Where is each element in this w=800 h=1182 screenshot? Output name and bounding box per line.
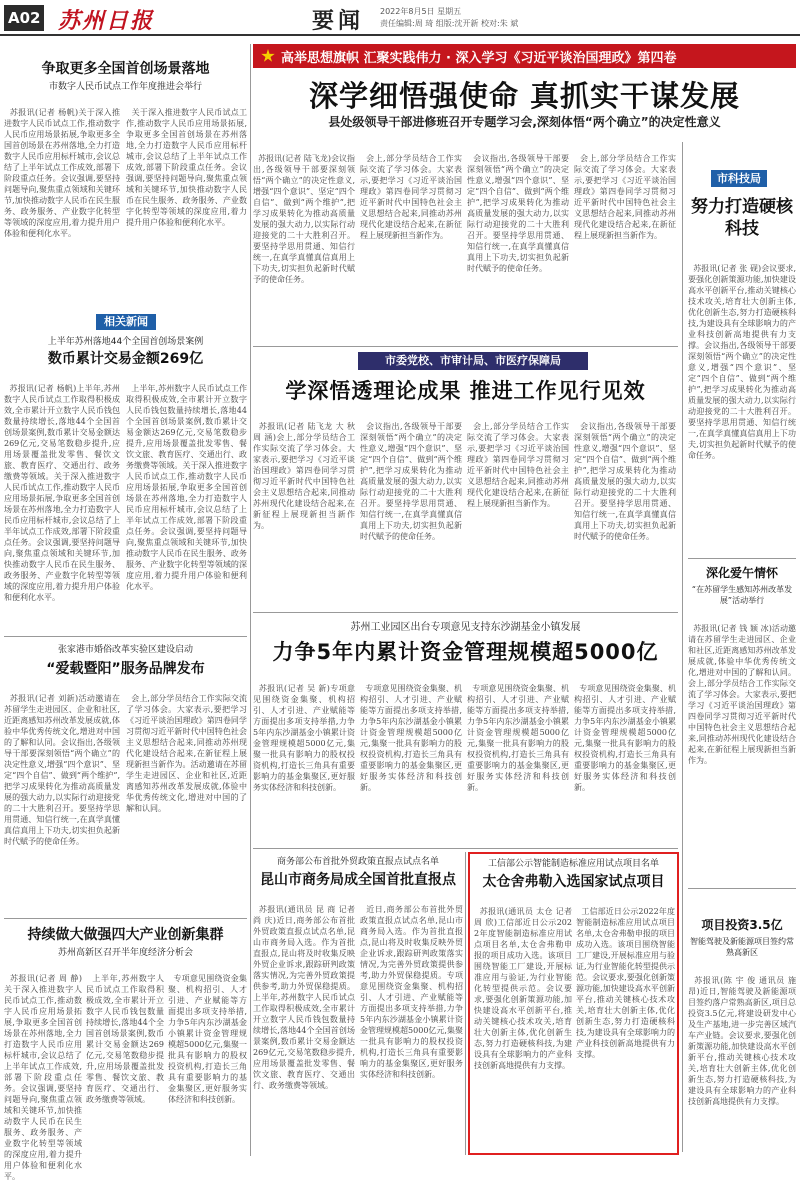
left-mid-text-1: 上半年,苏州数字人民币试点工作取得积极成效,全市累计开立数字人民币钱包数量持续增长,落地44个全国首创场景案例,数币累计交易金额达269亿元,交易笔数稳步提升,应用场景覆盖批发零售、餐饮文旅、教育医疗、交通出行、政务缴费等领域。 — [4, 384, 120, 481]
left-top-subtitle: 市数字人民币试点工作年度推进会举行 — [48, 82, 202, 92]
commerce-text-2: 近日,商务部公布首批外贸政策直报点试点名单,昆山市商务局入选。作为首批直报点,昆山将及时收集反映外贸企业诉求,跟踪研判政策落实情况,为完善外贸政策提供参考,助力外贸保稳提质。 — [360, 905, 463, 980]
lead-body-text-2: 会上,部分学员结合工作实际交流了学习体会。大家表示,要把学习《习近平谈治国理政》第四卷同学习贯彻习近平新时代中国特色社会主义思想结合起来,同推动苏州现代化建设结合起来,在新征程上展现新担当新作为。 — [360, 154, 463, 240]
right-mid-title-wrap — [688, 564, 796, 582]
mid-text-2: 会议指出,各级领导干部要深刻领悟“两个确立”的决定性意义,增强“四个意识”、坚定“四个自信”、做到“两个维护”,把学习成果转化为推动高质量发展的强大动力,以实际行动迎接党的二十大胜利召开。要坚持学思用贯通、知信行统一,在真学真懂真信真用上下功夫,切实担负起新时代赋予的使命任务。 — [360, 422, 463, 541]
commerce-kicker: 商务部公布首批外贸政策直报点试点名单 — [276, 857, 439, 867]
right-bottom-subtitle-wrap — [688, 936, 796, 960]
right-mid-text: 活动邀请在苏留学生走进园区、企业和社区,近距离感知苏州改革发展成就,体验中华优秀传统文化,增进对中国的了解和认同。 — [688, 624, 797, 677]
mid-section-title: 学深悟透理论成果 推进工作见行见效 — [285, 379, 646, 403]
left-mid-text-1b: 关于深入推进数字人民币试点工作,推动数字人民币应用场景拓展,争取更多全国首创场景在苏州落地,全力打造数字人民币应用标杆城市,会议总结了上半年试点工作成效,部署下阶段重点任务。会议强调,要坚持问题导向,聚焦重点领域和关键环节,加快推动数字人民币在民生服务、政务服务、产业数字化转型等领域的深度应用,着力提升用户体验和便利化水平。 — [4, 472, 121, 602]
issue-date: 2022年8月5日 星期五 — [380, 7, 462, 16]
right-top-text: 会议要求,要强化创新策源功能,加快建设高水平创新平台,推动关键核心技术攻关,培育壮大创新主体,优化创新生态,努力打造硬核科技,为建设具有全球影响力的产业科技创新高地提供有力支撑。 — [688, 264, 797, 350]
right-bottom-body — [688, 964, 799, 1154]
fund-title-wrap — [253, 636, 678, 666]
left-bottom-title: 持续做大做强四大产业创新集群 — [27, 927, 224, 943]
right-mid-title: 深化爱午情怀 — [705, 566, 778, 580]
left-bottom-subtitle-wrap — [4, 945, 247, 959]
right-mid-body — [688, 612, 796, 882]
commerce-kicker-wrap — [253, 854, 463, 868]
left-mid-title-wrap — [4, 348, 247, 368]
left-top-subtitle-wrap — [4, 79, 247, 93]
left-mid-title: 数币累计交易金额269亿 — [47, 351, 204, 367]
mid-body-2 — [360, 410, 462, 610]
banner-text: 高举思想旗帜 汇聚实践伟力 · 深入学习《习近平谈治国理政》第四卷 — [281, 50, 677, 66]
left-top-body-1 — [4, 96, 120, 308]
fund-title: 力争5年内累计资金管理规模超5000亿 — [272, 640, 659, 664]
lead-subtitle-wrap — [253, 113, 796, 131]
masthead — [0, 0, 800, 36]
right-top-body — [688, 252, 796, 552]
right-bottom-title-wrap — [688, 916, 796, 934]
right-mid-text-2: 会上,部分学员结合工作实际交流了学习体会。大家表示,要把学习《习近平谈治国理政》第四卷同学习贯彻习近平新时代中国特色社会主义思想结合起来,同推动苏州现代化建设结合起来,在新征程上展现新担当新作为。 — [688, 679, 796, 765]
right-top-title: 努力打造硬核科技 — [691, 197, 793, 239]
right-bottom-byline: 苏报讯(陈 宇 俊 通讯员 施 昂) — [688, 976, 799, 996]
section-divider — [688, 558, 796, 559]
left-mid-kicker-wrap — [4, 334, 247, 348]
fund-body-4 — [574, 672, 676, 842]
left-bottom-body-3 — [168, 962, 247, 1156]
taicang-text-2b: 会议要求,要强化创新策源功能,加快建设高水平创新平台,推动关键核心技术攻关,培育壮大创新主体,优化创新生态,努力打造硬核科技,为建设具有全球影响力的产业科技创新高地提供有力支撑。 — [576, 973, 675, 1059]
issue-editors: 责任编辑:周 琦 组版:沈开新 校对:朱 斌 — [380, 19, 519, 28]
right-top-text-2: 会议指出,各级领导干部要深刻领悟“两个确立”的决定性意义,增强“四个意识”、坚定“四个自信”、做到“两个维护”,把学习成果转化为推动高质量发展的强大动力,以实际行动迎接党的二十大胜利召开。要坚持学思用贯通、知信行统一,在真学真懂真信真用上下功夫,切实担负起新时代赋予的使命任务。 — [688, 341, 797, 460]
issue-info — [380, 6, 620, 30]
fund-text-1: 专项意见围绕资金集聚、机构招引、人才引进、产业赋能等方面提出多项支持举措,力争5年内东沙湖基金小镇累计资金管理规模超5000亿元,集聚一批具有影响力的股权投资机构,打造长三角具有重要影响力的基金集聚区,更好服务实体经济和科技创新。 — [253, 684, 356, 792]
taicang-text-1b: 会议要求,要强化创新策源功能,加快建设高水平创新平台,推动关键核心技术攻关,培育壮大创新主体,优化创新生态,努力打造硬核科技,为建设具有全球影响力的产业科技创新高地提供有力支撑。 — [474, 984, 572, 1070]
taicang-title: 太仓舍弗勒入选国家试点项目 — [482, 874, 665, 890]
lead-headline — [253, 74, 796, 113]
left-low-body-2 — [126, 682, 247, 912]
fund-body-2 — [360, 672, 462, 842]
left-mid-kicker: 上半年苏州落地44个全国首创场景案例 — [47, 337, 204, 347]
commerce-text-1: 近日,商务部公布首批外贸政策直报点试点名单,昆山市商务局入选。作为首批直报点,昆山将及时收集反映外贸企业诉求,跟踪研判政策落实情况,为完善外贸政策提供参考,助力外贸保稳提质。 — [253, 916, 355, 991]
left-low-kicker-wrap — [4, 642, 247, 656]
commerce-byline: 苏报讯(通讯员 昆 商 记者 尚 庆) — [253, 905, 358, 925]
taicang-body-2 — [576, 895, 675, 1151]
newspaper-logo: 苏州日报 — [58, 8, 155, 34]
column-divider — [465, 852, 466, 1155]
left-low-body-1 — [4, 682, 120, 912]
left-low-title-wrap — [4, 658, 247, 678]
left-low-byline: 苏报讯(记者 刘新) — [9, 694, 79, 703]
commerce-body-2 — [360, 893, 463, 1155]
theme-banner — [253, 44, 796, 68]
flag-icon — [261, 49, 275, 63]
left-mid-byline: 苏报讯(记者 杨帆) — [9, 384, 77, 393]
commerce-text-1b: 上半年,苏州数字人民币试点工作取得积极成效,全市累计开立数字人民币钱包数量持续增长,落地44个全国首创场景案例,数币累计交易金额达269亿元,交易笔数稳步提升,应用场景覆盖批发零售、餐饮文旅、教育医疗、交通出行、政务缴费等领域。 — [253, 993, 355, 1090]
lead-body-col-3 — [467, 142, 569, 342]
right-mid-byline: 苏报讯(记者 钱 颖 冰) — [693, 624, 772, 633]
mid-text-3: 会上,部分学员结合工作实际交流了学习体会。大家表示,要把学习《习近平谈治国理政》第四卷同学习贯彻习近平新时代中国特色社会主义思想结合起来,同推动苏州现代化建设结合起来,在新征程上展现新担当新作为。 — [467, 422, 570, 508]
taicang-text-2: 工信部近日公示2022年度智能制造标准应用试点项目名单,太仓舍弗勒申报的项目成功入选。该项目围绕智能工厂建设,开展标准应用与验证,为行业智能化转型提供示范。 — [576, 907, 675, 982]
commerce-body-1 — [253, 893, 358, 1155]
section-divider — [253, 612, 678, 613]
mid-section-title-wrap — [253, 375, 678, 405]
section-divider — [4, 918, 247, 919]
left-bottom-title-wrap — [4, 924, 247, 944]
section-divider — [4, 636, 247, 637]
left-low-text-2b: 活动邀请在苏留学生走进园区、企业和社区,近距离感知苏州改革发展成就,体验中华优秀传统文化,增进对中国的了解和认同。 — [126, 760, 248, 813]
left-bottom-body-1 — [4, 962, 82, 1181]
left-top-text-2: 关于深入推进数字人民币试点工作,推动数字人民币应用场景拓展,争取更多全国首创场景在苏州落地,全力打造数字人民币应用标杆城市,会议总结了上半年试点工作成效,部署下阶段重点任务。会议强调,要坚持问题导向,聚焦重点领域和关键环节,加快推动数字人民币在民生服务、政务服务、产业数字化转型等领域的深度应用,着力提升用户体验和便利化水平。 — [126, 108, 247, 227]
right-bottom-title: 项目投资3.5亿 — [701, 918, 783, 932]
lead-body-text-4: 会上,部分学员结合工作实际交流了学习体会。大家表示,要把学习《习近平谈治国理政》第四卷同学习贯彻习近平新时代中国特色社会主义思想结合起来,同推动苏州现代化建设结合起来,在新征程上展现新担当新作为。 — [574, 154, 677, 240]
section-divider — [253, 346, 678, 347]
section-divider — [253, 848, 678, 849]
fund-byline: 苏报讯(记者 吴 新) — [258, 684, 330, 693]
right-bottom-subtitle: 智能驾驶及新能源项目签约常熟高新区 — [690, 937, 794, 957]
right-mid-subtitle: “在苏留学生感知苏州改革发展”活动举行 — [691, 585, 793, 605]
left-low-kicker: 张家港市婚俗改革实验区建设启动 — [57, 645, 193, 655]
lead-body-col-4 — [574, 142, 676, 342]
right-bottom-text-2: 会议要求,要强化创新策源功能,加快建设高水平创新平台,推动关键核心技术攻关,培育壮大创新主体,优化创新生态,努力打造硬核科技,为建设具有全球影响力的产业科技创新高地提供有力支撑。 — [688, 1031, 796, 1106]
mid-text-4: 会议指出,各级领导干部要深刻领悟“两个确立”的决定性意义,增强“四个意识”、坚定“四个自信”、做到“两个维护”,把学习成果转化为推动高质量发展的强大动力,以实际行动迎接党的二十大胜利召开。要坚持学思用贯通、知信行统一,在真学真懂真信真用上下功夫,切实担负起新时代赋予的使命任务。 — [574, 422, 677, 541]
mid-body-4 — [574, 410, 676, 610]
left-bottom-text-1: 关于深入推进数字人民币试点工作,推动数字人民币应用场景拓展,争取更多全国首创场景在苏州落地,全力打造数字人民币应用标杆城市,会议总结了上半年试点工作成效,部署下阶段重点任务。会议强调,要坚持问题导向,聚焦重点领域和关键环节,加快推动数字人民币在民生服务、政务服务、产业数字化转型等领域的深度应用,着力提升用户体验和便利化水平。 — [4, 985, 82, 1181]
left-low-text-1b: 会议指出,各级领导干部要深刻领悟“两个确立”的决定性意义,增强“四个意识”、坚定“四个自信”、做到“两个维护”,把学习成果转化为推动高质量发展的强大动力,以实际行动迎接党的二十大胜利召开。要坚持学思用贯通、知信行统一,在真学真懂真信真用上下功夫,切实担负起新时代赋予的使命任务。 — [4, 738, 121, 846]
right-bottom-text: 近日,智能驾驶及新能源项目签约落户常熟高新区,项目总投资3.5亿元,将建设研发中心及生产基地,进一步完善区域汽车产业链。 — [688, 987, 796, 1040]
left-bottom-text-3: 专项意见围绕资金集聚、机构招引、人才引进、产业赋能等方面提出多项支持举措,力争5年内东沙湖基金小镇累计资金管理规模超5000亿元,集聚一批具有影响力的股权投资机构,打造长三角具有重要影响力的基金集聚区,更好服务实体经济和科技创新。 — [168, 974, 247, 1104]
taicang-kicker: 工信部公示智能制造标准应用试点项目名单 — [487, 859, 659, 869]
tag-sci-bureau: 市科技局 — [711, 170, 767, 187]
lead-title: 深学细悟强使命 真抓实干谋发展 — [308, 79, 741, 113]
left-low-title: “爱载暨阳”服务品牌发布 — [46, 661, 205, 677]
lead-byline: 苏报讯(记者 陆飞龙) — [258, 154, 331, 163]
left-top-title-wrap — [4, 58, 247, 78]
left-low-text-1: 活动邀请在苏留学生走进园区、企业和社区,近距离感知苏州改革发展成就,体验中华优秀传统文化,增进对中国的了解和认同。 — [4, 694, 121, 747]
section-divider — [688, 888, 796, 889]
mid-byline: 苏报讯(记者 陆飞龙 大 秋 周 涵) — [253, 422, 358, 442]
left-mid-text-2b: 关于深入推进数字人民币试点工作,推动数字人民币应用场景拓展,争取更多全国首创场景在苏州落地,全力打造数字人民币应用标杆城市,会议总结了上半年试点工作成效,部署下阶段重点任务。会议强调,要坚持问题导向,聚焦重点领域和关键环节,加快推动数字人民币在民生服务、政务服务、产业数字化转型等领域的深度应用,着力提升用户体验和便利化水平。 — [126, 461, 247, 591]
fund-text-4: 专项意见围绕资金集聚、机构招引、人才引进、产业赋能等方面提出多项支持举措,力争5年内东沙湖基金小镇累计资金管理规模超5000亿元,集聚一批具有影响力的股权投资机构,打造长三角具有重要影响力的基金集聚区,更好服务实体经济和科技创新。 — [574, 684, 676, 792]
left-top-text-1: 关于深入推进数字人民币试点工作,推动数字人民币应用场景拓展,争取更多全国首创场景在苏州落地,全力打造数字人民币应用标杆城市,会议总结了上半年试点工作成效,部署下阶段重点任务。会议强调,要坚持问题导向,聚焦重点领域和关键环节,加快推动数字人民币在民生服务、政务服务、产业数字化转型等领域的深度应用,着力提升用户体验和便利化水平。 — [4, 108, 121, 238]
left-low-text-2: 会上,部分学员结合工作实际交流了学习体会。大家表示,要把学习《习近平谈治国理政》第四卷同学习贯彻习近平新时代中国特色社会主义思想结合起来,同推动苏州现代化建设结合起来,在新征程上展现新担当新作为。 — [126, 694, 247, 769]
fund-kicker: 苏州工业园区出台专项意见支持东沙湖基金小镇发展 — [350, 622, 581, 633]
fund-text-3: 专项意见围绕资金集聚、机构招引、人才引进、产业赋能等方面提出多项支持举措,力争5年内东沙湖基金小镇累计资金管理规模超5000亿元,集聚一批具有影响力的股权投资机构,打造长三角具有重要影响力的基金集聚区,更好服务实体经济和科技创新。 — [467, 684, 569, 792]
page-number: A02 — [4, 5, 44, 31]
left-top-title: 争取更多全国首创场景落地 — [41, 61, 210, 77]
fund-kicker-wrap — [253, 618, 678, 632]
right-mid-subtitle-wrap — [688, 584, 796, 608]
fund-body-1 — [253, 672, 355, 842]
commerce-text-2b: 专项意见围绕资金集聚、机构招引、人才引进、产业赋能等方面提出多项支持举措,力争5年内东沙湖基金小镇累计资金管理规模超5000亿元,集聚一批具有影响力的股权投资机构,打造长三角具有重要影响力的基金集聚区,更好服务实体经济和科技创新。 — [360, 971, 463, 1079]
mid-body-3 — [467, 410, 569, 610]
fund-text-2: 专项意见围绕资金集聚、机构招引、人才引进、产业赋能等方面提出多项支持举措,力争5年内东沙湖基金小镇累计资金管理规模超5000亿元,集聚一批具有影响力的股权投资机构,打造长三角具有重要影响力的基金集聚区,更好服务实体经济和科技创新。 — [360, 684, 462, 792]
left-bottom-byline: 苏报讯(记者 周 静) — [10, 974, 82, 983]
column-divider — [682, 142, 683, 1152]
right-top-byline: 苏报讯(记者 张 砚) — [693, 264, 762, 273]
commerce-title-wrap — [253, 869, 463, 889]
left-bottom-text-2: 上半年,苏州数字人民币试点工作取得积极成效,全市累计开立数字人民币钱包数量持续增长,落地44个全国首创场景案例,数币累计交易金额达269亿元,交易笔数稳步提升,应用场景覆盖批发零售、餐饮文旅、教育医疗、交通出行、政务缴费等领域。 — [86, 974, 164, 1104]
left-mid-body-1 — [4, 372, 120, 630]
mid-body-1 — [253, 410, 358, 610]
left-bottom-body-2 — [86, 962, 164, 1156]
left-bottom-subtitle: 苏州高新区召开半年度经济分析会 — [57, 948, 193, 958]
left-top-body-2 — [126, 96, 247, 308]
left-mid-body-2 — [126, 372, 247, 630]
tag-related-news: 相关新闻 — [96, 314, 156, 330]
fund-body-3 — [467, 672, 569, 842]
lead-body-text-3: 会议指出,各级领导干部要深刻领悟“两个确立”的决定性意义,增强“四个意识”、坚定“四个自信”、做到“两个维护”,把学习成果转化为推动高质量发展的强大动力,以实际行动迎接党的二十大胜利召开。要坚持学思用贯通、知信行统一,在真学真懂真信真用上下功夫,切实担负起新时代赋予的使命任务。 — [467, 154, 570, 273]
lead-subtitle: 县处级领导干部进修班召开专题学习会,深刻体悟“两个确立”的决定性意义 — [328, 115, 721, 129]
left-mid-text-2: 上半年,苏州数字人民币试点工作取得积极成效,全市累计开立数字人民币钱包数量持续增长,落地44个全国首创场景案例,数币累计交易金额达269亿元,交易笔数稳步提升,应用场景覆盖批发零售、餐饮文旅、教育医疗、交通出行、政务缴费等领域。 — [126, 384, 247, 470]
left-top-byline: 苏报讯(记者 杨帆) — [9, 108, 79, 117]
commerce-title: 昆山市商务局成全国首批直报点 — [260, 872, 456, 888]
taicang-title-wrap — [470, 871, 677, 891]
lead-body-col-2 — [360, 142, 462, 342]
tag-three-units: 市委党校、市审计局、市医疗保障局 — [358, 352, 588, 370]
taicang-body-1 — [474, 895, 575, 1151]
taicang-text-1: 工信部近日公示2022年度智能制造标准应用试点项目名单,太仓舍弗勒申报的项目成功入选。该项目围绕智能工厂建设,开展标准应用与验证,为行业智能化转型提供示范。 — [474, 918, 572, 993]
taicang-byline: 苏报讯(通讯员 太仓 记者 周 欣) — [474, 907, 575, 927]
lead-body-col-1 — [253, 142, 355, 342]
mid-text-1: 会上,部分学员结合工作实际交流了学习体会。大家表示,要把学习《习近平谈治国理政》第四卷同学习贯彻习近平新时代中国特色社会主义思想结合起来,同推动苏州现代化建设结合起来,在新征程上展现新担当新作为。 — [253, 433, 355, 530]
column-divider — [250, 44, 251, 1156]
right-top-title-wrap — [688, 196, 796, 246]
section-title: 要闻 — [312, 9, 365, 34]
taicang-kicker-wrap — [470, 856, 677, 870]
lead-body-text-1: 会议指出,各级领导干部要深刻领悟“两个确立”的决定性意义,增强“四个意识”、坚定“四个自信”、做到“两个维护”,把学习成果转化为推动高质量发展的强大动力,以实际行动迎接党的二十大胜利召开。要坚持学思用贯通、知信行统一,在真学真懂真信真用上下功夫,切实担负起新时代赋予的使命任务。 — [253, 154, 355, 284]
